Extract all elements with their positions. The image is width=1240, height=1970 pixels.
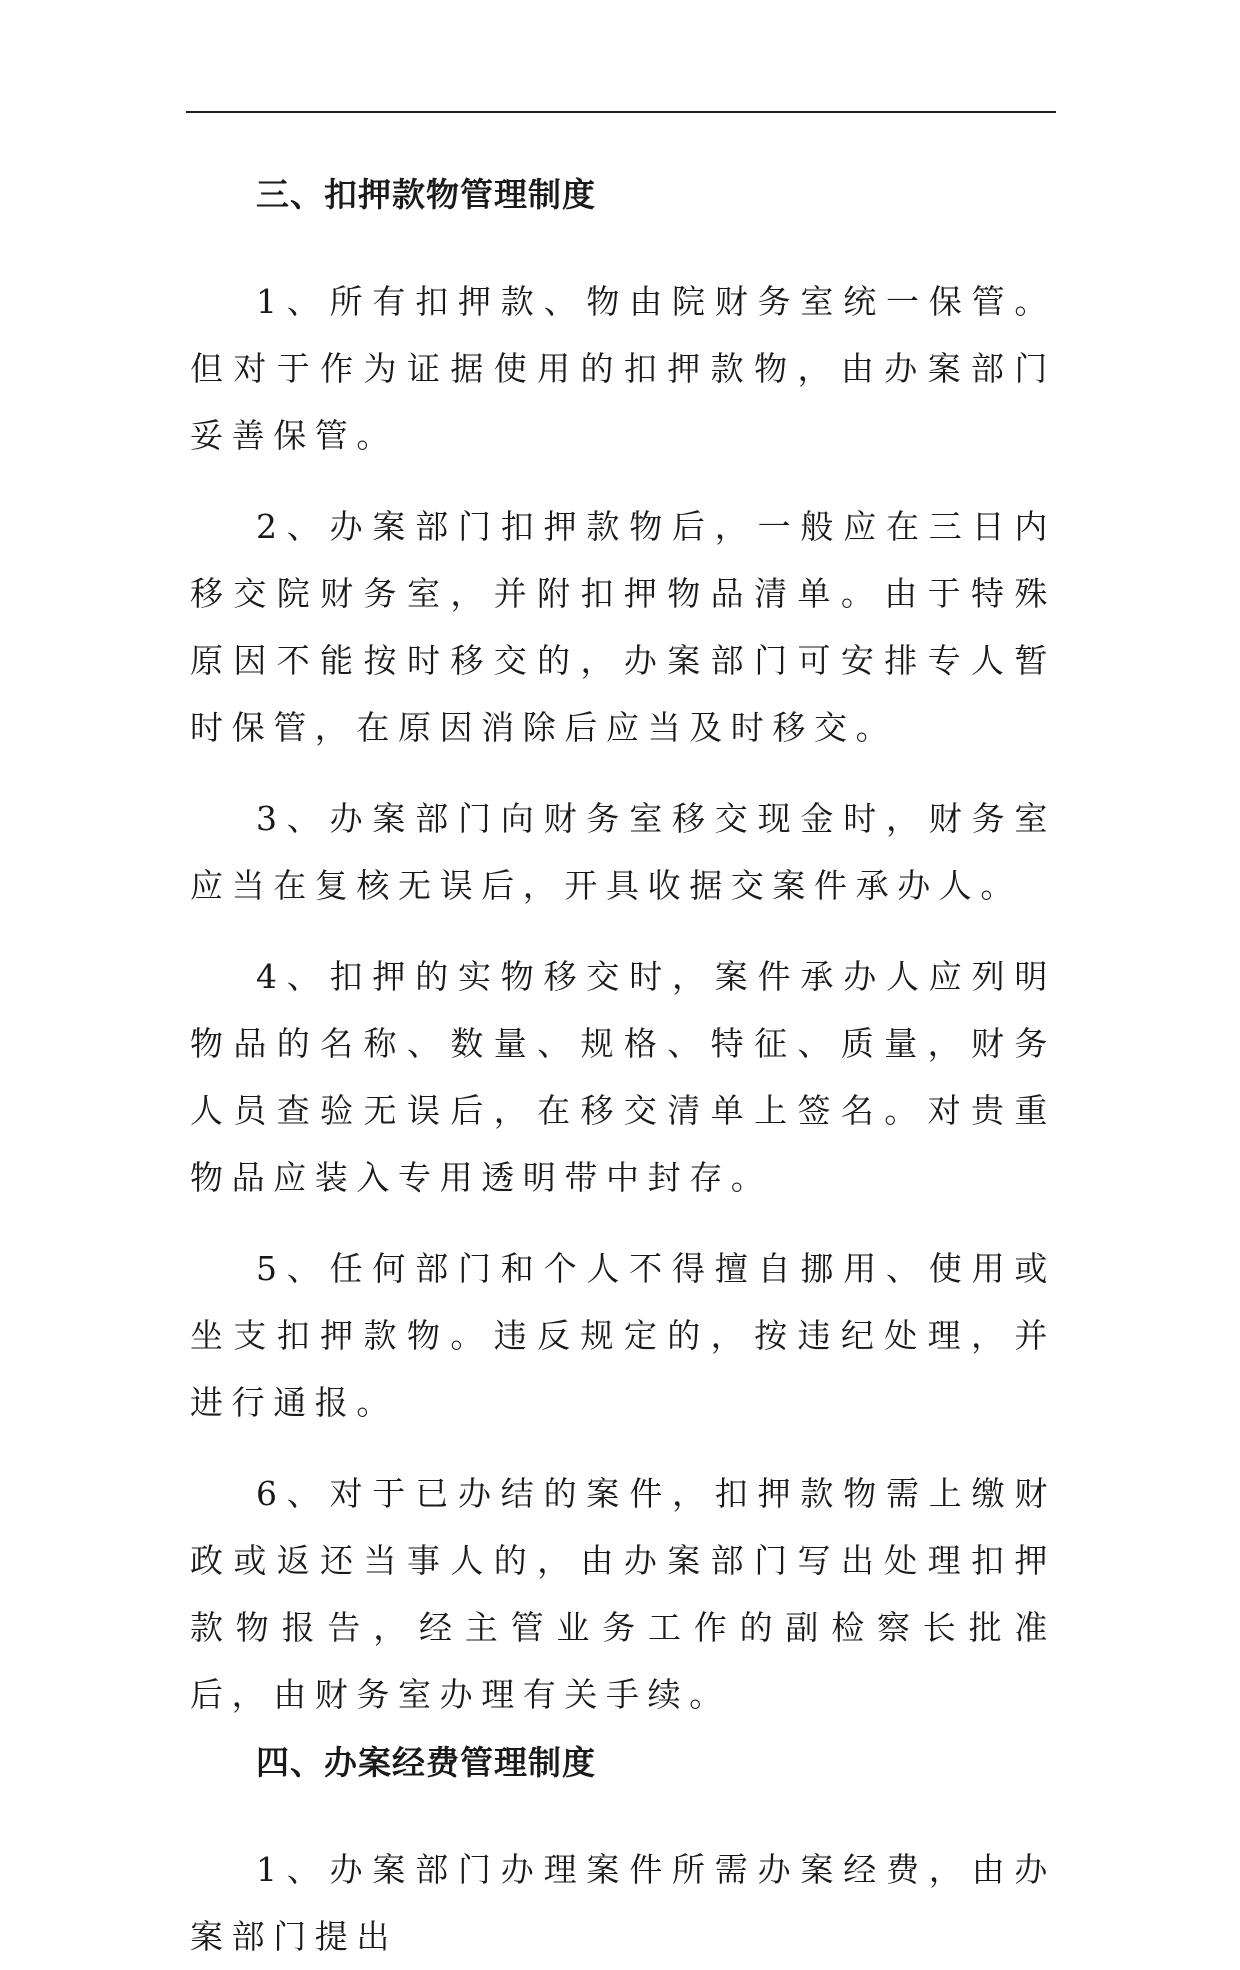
section-heading: 四、办案经费管理制度 — [256, 1743, 596, 1782]
document-body — [190, 160, 1056, 1970]
section-case-funds-management — [190, 1728, 1056, 1970]
section-seizure-management — [190, 160, 1056, 1728]
paragraph-item: 5、任何部门和个人不得擅自挪用、使用或坐支扣押款物。违反规定的，按违纪处理，并进行通报。 — [190, 1249, 1056, 1422]
header-rule — [186, 111, 1056, 113]
paragraph-item: 1、所有扣押款、物由院财务室统一保管。但对于作为证据使用的扣押款物，由办案部门妥善保管。 — [190, 282, 1056, 455]
section-heading: 三、扣押款物管理制度 — [256, 175, 596, 214]
paragraph-item: 1、办案部门办理案件所需办案经费，由办案部门提出 — [190, 1850, 1056, 1956]
paragraph-item: 3、办案部门向财务室移交现金时，财务室应当在复核无误后，开具收据交案件承办人。 — [190, 799, 1056, 905]
paragraph-item: 2、办案部门扣押款物后，一般应在三日内移交院财务室，并附扣押物品清单。由于特殊原因不能按时移交的，办案部门可安排专人暂时保管，在原因消除后应当及时移交。 — [190, 507, 1056, 747]
paragraph-item: 4、扣押的实物移交时，案件承办人应列明物品的名称、数量、规格、特征、质量，财务人员查验无误后，在移交清单上签名。对贵重物品应装入专用透明带中封存。 — [190, 957, 1056, 1197]
paragraph-item: 6、对于已办结的案件，扣押款物需上缴财政或返还当事人的，由办案部门写出处理扣押款物报告，经主管业务工作的副检察长批准后，由财务室办理有关手续。 — [190, 1474, 1056, 1714]
